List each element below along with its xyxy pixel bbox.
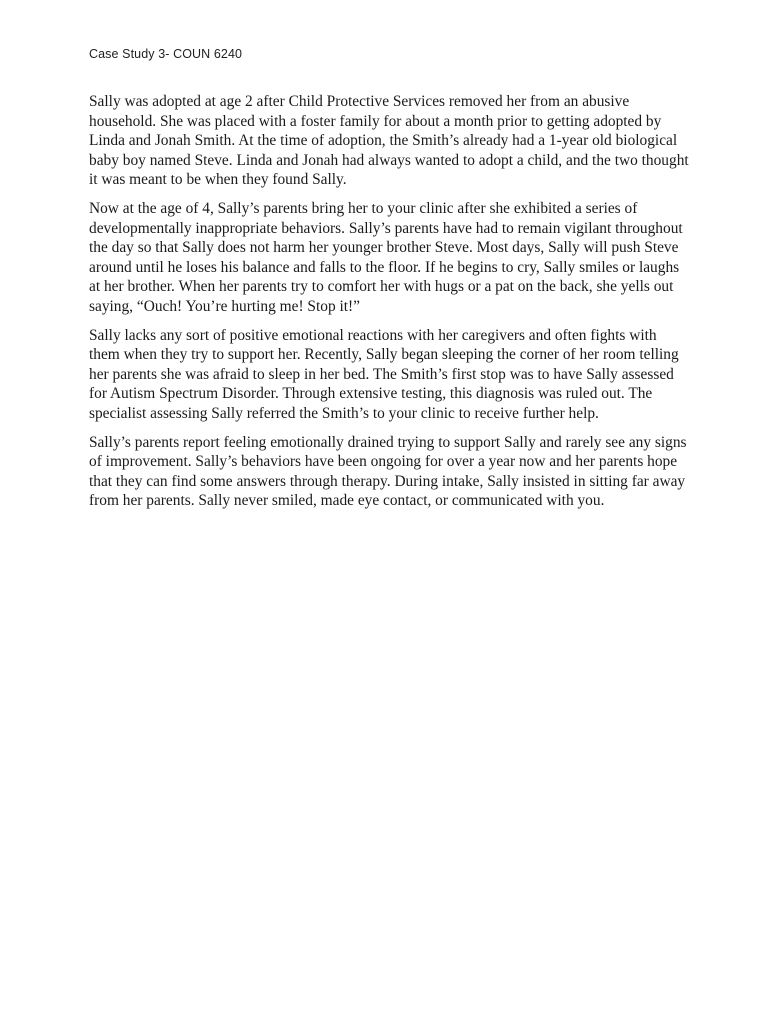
text-line: it was meant to be when they found Sally.: [89, 171, 347, 189]
text-line: of improvement. Sally’s behaviors have been ongoing for over a year now and her parents hope: [89, 453, 678, 471]
text-line: for Autism Spectrum Disorder. Through extensive testing, this diagnosis was ruled out. The: [89, 385, 653, 403]
text-line: baby boy named Steve. Linda and Jonah had always wanted to adopt a child, and the two thought: [89, 151, 689, 169]
text-line: Sally lacks any sort of positive emotional reactions with her caregivers and often fights with: [89, 326, 657, 344]
text-line: household. She was placed with a foster family for about a month prior to getting adopted by: [89, 112, 662, 130]
paragraph-1: [89, 92, 689, 190]
text-line: that they can find some answers through therapy. During intake, Sally insisted in sitting far away: [89, 472, 686, 490]
text-line: developmentally inappropriate behaviors. Sally’s parents have had to remain vigilant throughout: [89, 219, 683, 237]
text-line: Linda and Jonah Smith. At the time of adoption, the Smith’s already had a 1-year old biological: [89, 132, 678, 150]
text-line: around until he loses his balance and falls to the floor. If he begins to cry, Sally smiles or laughs: [89, 258, 680, 276]
paragraph-4: [89, 433, 689, 511]
text-line: the day so that Sally does not harm her younger brother Steve. Most days, Sally will push Steve: [89, 239, 679, 257]
text-line: them when they try to support her. Recently, Sally began sleeping the corner of her room telling: [89, 346, 679, 364]
document-body: [89, 92, 689, 520]
text-line: from her parents. Sally never smiled, made eye contact, or communicated with you.: [89, 492, 605, 510]
text-line: Now at the age of 4, Sally’s parents bring her to your clinic after she exhibited a series of: [89, 199, 638, 217]
paragraph-2: [89, 199, 689, 317]
text-line: specialist assessing Sally referred the Smith’s to your clinic to receive further help.: [89, 404, 599, 422]
text-line: Sally was adopted at age 2 after Child Protective Services removed her from an abusive: [89, 93, 630, 110]
document-header: Case Study 3- COUN 6240: [89, 47, 243, 61]
text-line: her parents she was afraid to sleep in her bed. The Smith’s first stop was to have Sally assessed: [89, 365, 674, 383]
text-line: at her brother. When her parents try to comfort her with hugs or a pat on the back, she yells out: [89, 278, 674, 296]
text-line: Sally’s parents report feeling emotionally drained trying to support Sally and rarely see any signs: [89, 433, 687, 451]
text-line: saying, “Ouch! You’re hurting me! Stop it!”: [89, 297, 361, 315]
paragraph-3: [89, 326, 689, 424]
